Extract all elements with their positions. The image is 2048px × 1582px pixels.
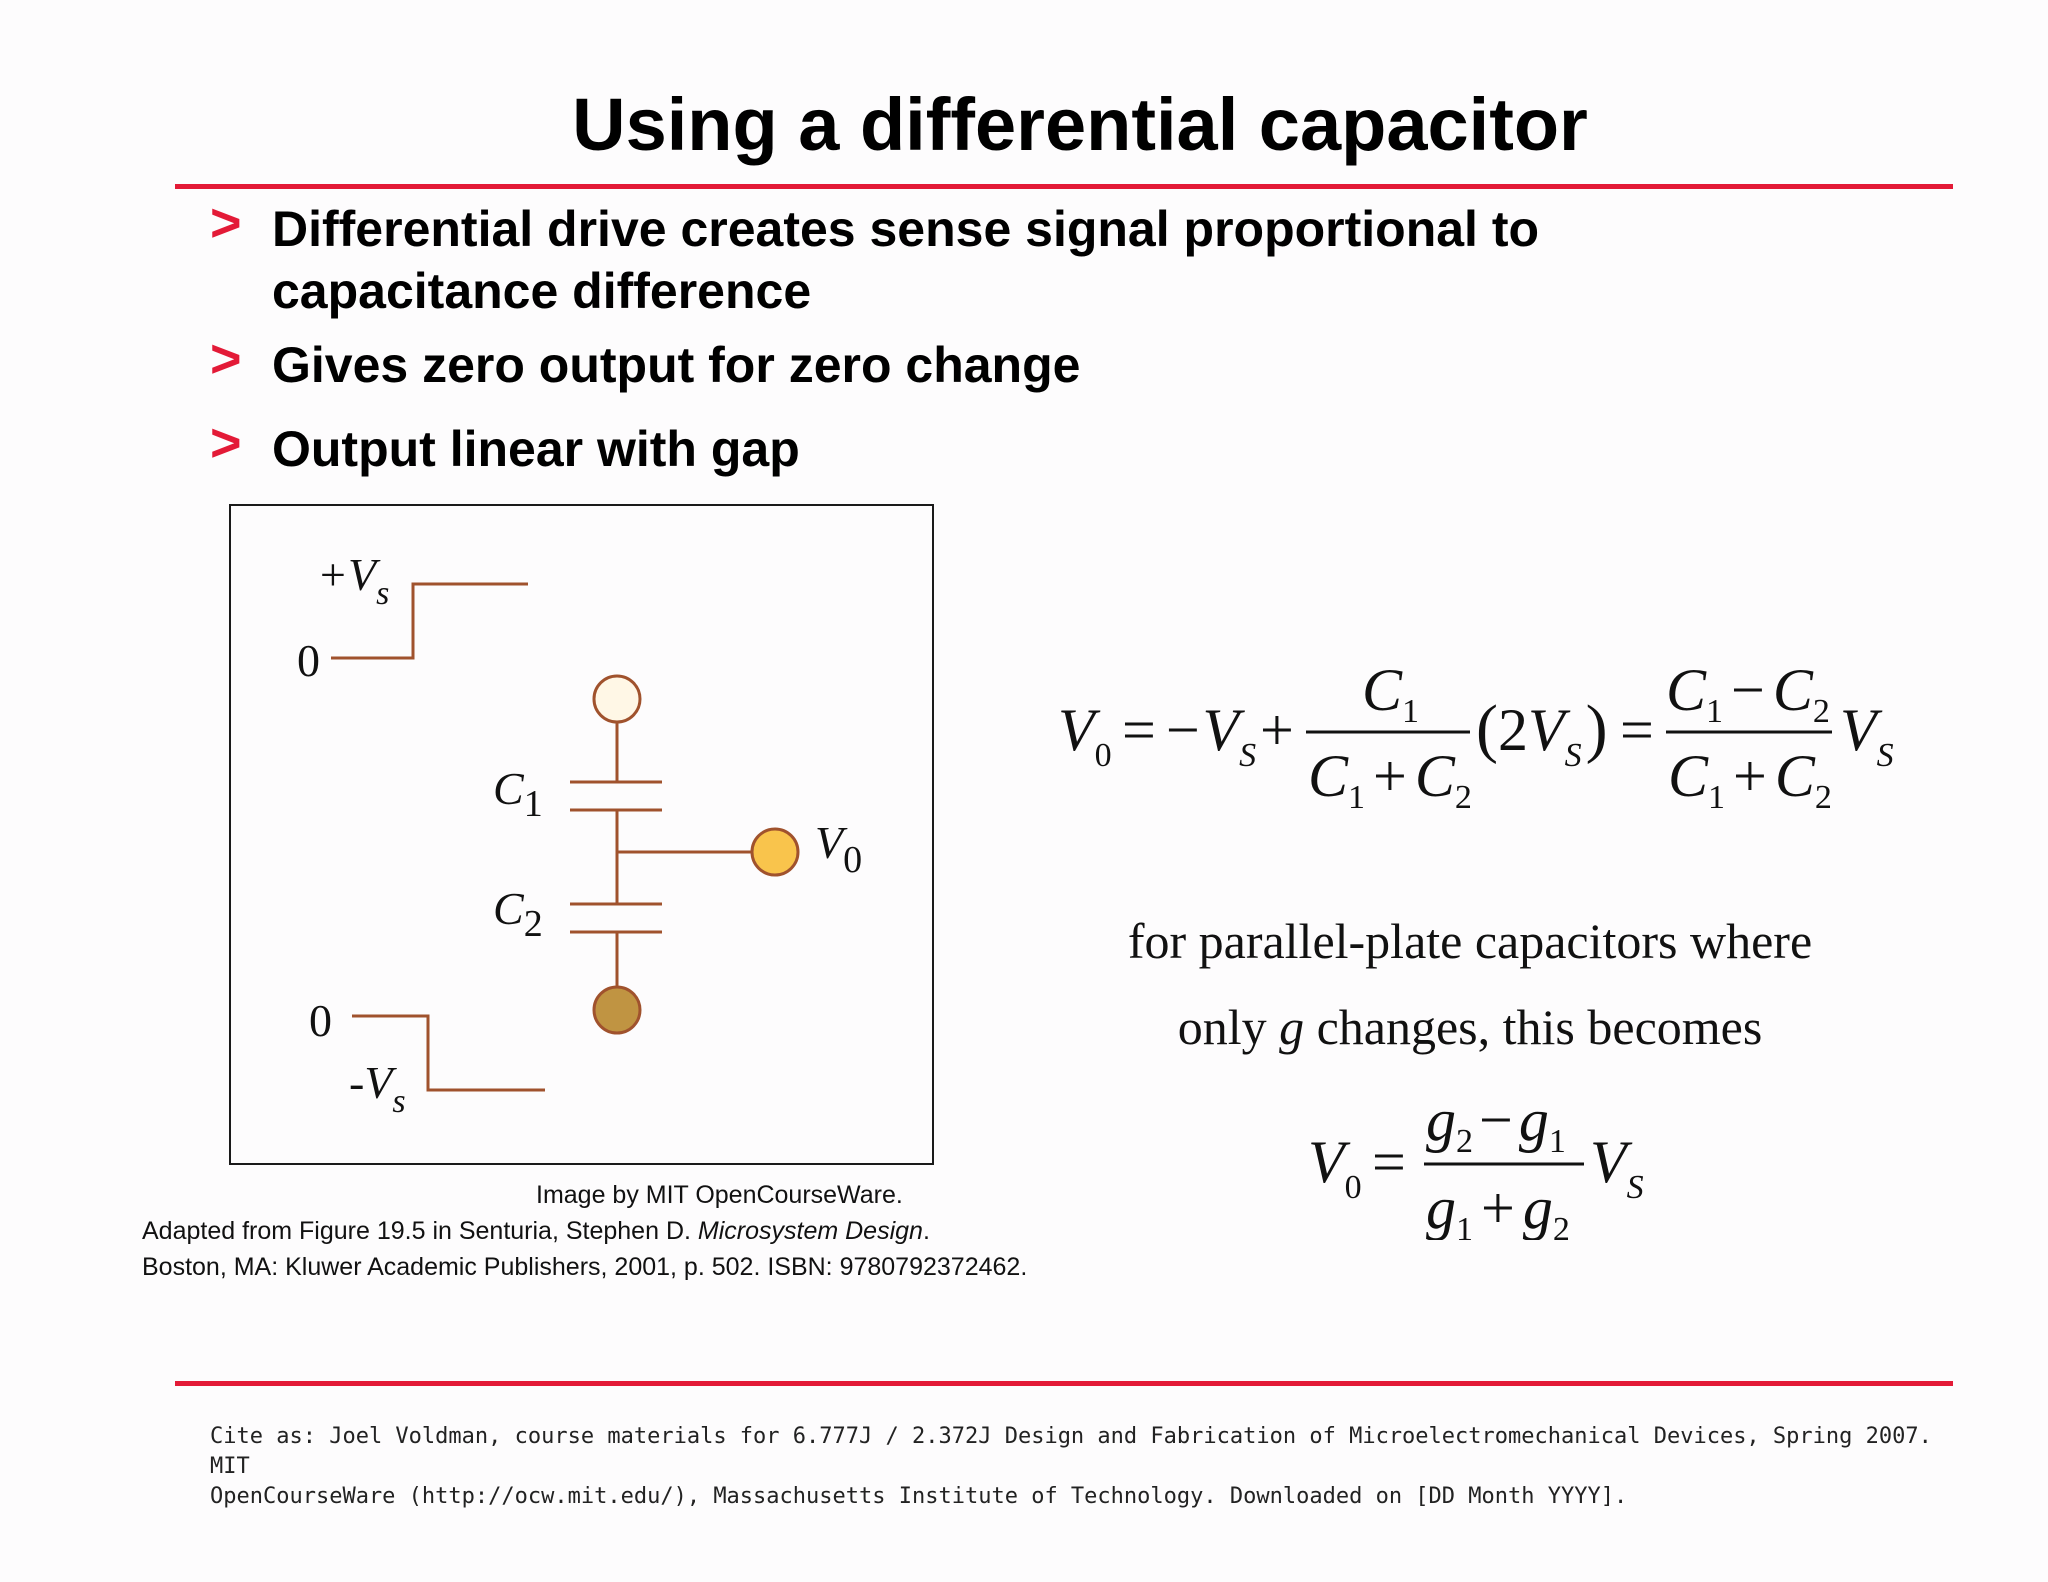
circuit-figure <box>229 504 934 1165</box>
figure-credit-line-1: Image by MIT OpenCourseWare. <box>536 1181 903 1209</box>
bottom-node-icon <box>594 987 640 1033</box>
circuit-diagram <box>231 506 936 1167</box>
circuit-wires <box>331 584 751 1090</box>
eq-minus-vs: $-V_S$ <box>1162 697 1257 774</box>
citation-line-1: Cite as: Joel Voldman, course materials for 6.777J / 2.372J Design and Fabrication of Microelectromechanical Devices, Spring 2007. MIT <box>210 1424 1932 1479</box>
main-equation <box>1050 650 1910 820</box>
explanation-line-2: only g changes, this becomes <box>1177 999 1763 1055</box>
frac1-denominator: $C_1 + C_2$ <box>1308 743 1472 816</box>
gap-eq-tail-vs: $V_S$ <box>1590 1129 1644 1206</box>
title-divider <box>175 184 1953 189</box>
label-minus-vs: $-V_s$ <box>349 1057 406 1120</box>
frac2-numerator: $C_1 - C_2$ <box>1666 657 1830 730</box>
eq-plus: + <box>1260 697 1294 763</box>
gap-equation <box>1300 1090 1680 1240</box>
citation-line-2: OpenCourseWare (http://ocw.mit.edu/), Massachusetts Institute of Technology. Downloaded on [DD Month YYYY]. <box>210 1484 1628 1509</box>
explanation-line-1: for parallel-plate capacitors where <box>1127 913 1813 969</box>
slide-title: Using a differential capacitor <box>572 83 1588 166</box>
label-v0: $V_0$ <box>815 817 863 881</box>
bullet-marker-icon: > <box>210 193 242 253</box>
eq-tail-vs: $V_S$ <box>1840 697 1894 774</box>
figure-credit-line-2: Adapted from Figure 19.5 in Senturia, Stephen D. Microsystem Design. <box>142 1217 930 1245</box>
bullet-1-line-1: Differential drive creates sense signal proportional to <box>272 201 1540 257</box>
label-zero-top: 0 <box>297 635 320 686</box>
top-node-icon <box>594 676 640 722</box>
footer-divider <box>175 1381 1953 1386</box>
output-node-icon <box>752 829 798 875</box>
paren-expression: $(2V_S)$ <box>1476 692 1608 774</box>
label-c1: $C_1$ <box>493 763 543 825</box>
label-c2: $C_2$ <box>493 883 543 945</box>
label-plus-vs: $+V_s$ <box>317 549 390 612</box>
label-zero-bottom: 0 <box>309 995 332 1046</box>
gap-eq-equals: = <box>1372 1129 1406 1195</box>
gap-eq-lhs: $V_0$ <box>1308 1129 1362 1206</box>
frac2-denominator: $C_1 + C_2$ <box>1668 743 1832 816</box>
bullet-1-line-2: capacitance difference <box>272 263 812 319</box>
bullet-3-text: Output linear with gap <box>272 421 800 477</box>
figure-credit-line-3: Boston, MA: Kluwer Academic Publishers, 2001, p. 502. ISBN: 9780792372462. <box>142 1253 1028 1281</box>
eq-lhs: $V_0$ <box>1058 697 1112 774</box>
bullet-marker-icon: > <box>210 413 242 473</box>
citation <box>210 1422 1970 1512</box>
eq-equals-1: = <box>1122 697 1156 763</box>
bullet-2-text: Gives zero output for zero change <box>272 337 1081 393</box>
frac1-numerator: $C_1$ <box>1362 657 1420 730</box>
bullet-marker-icon: > <box>210 329 242 389</box>
gap-numerator: $g_2 - g_1$ <box>1426 1090 1566 1160</box>
gap-denominator: $g_1 + g_2$ <box>1426 1175 1570 1240</box>
eq-equals-2: = <box>1620 697 1654 763</box>
